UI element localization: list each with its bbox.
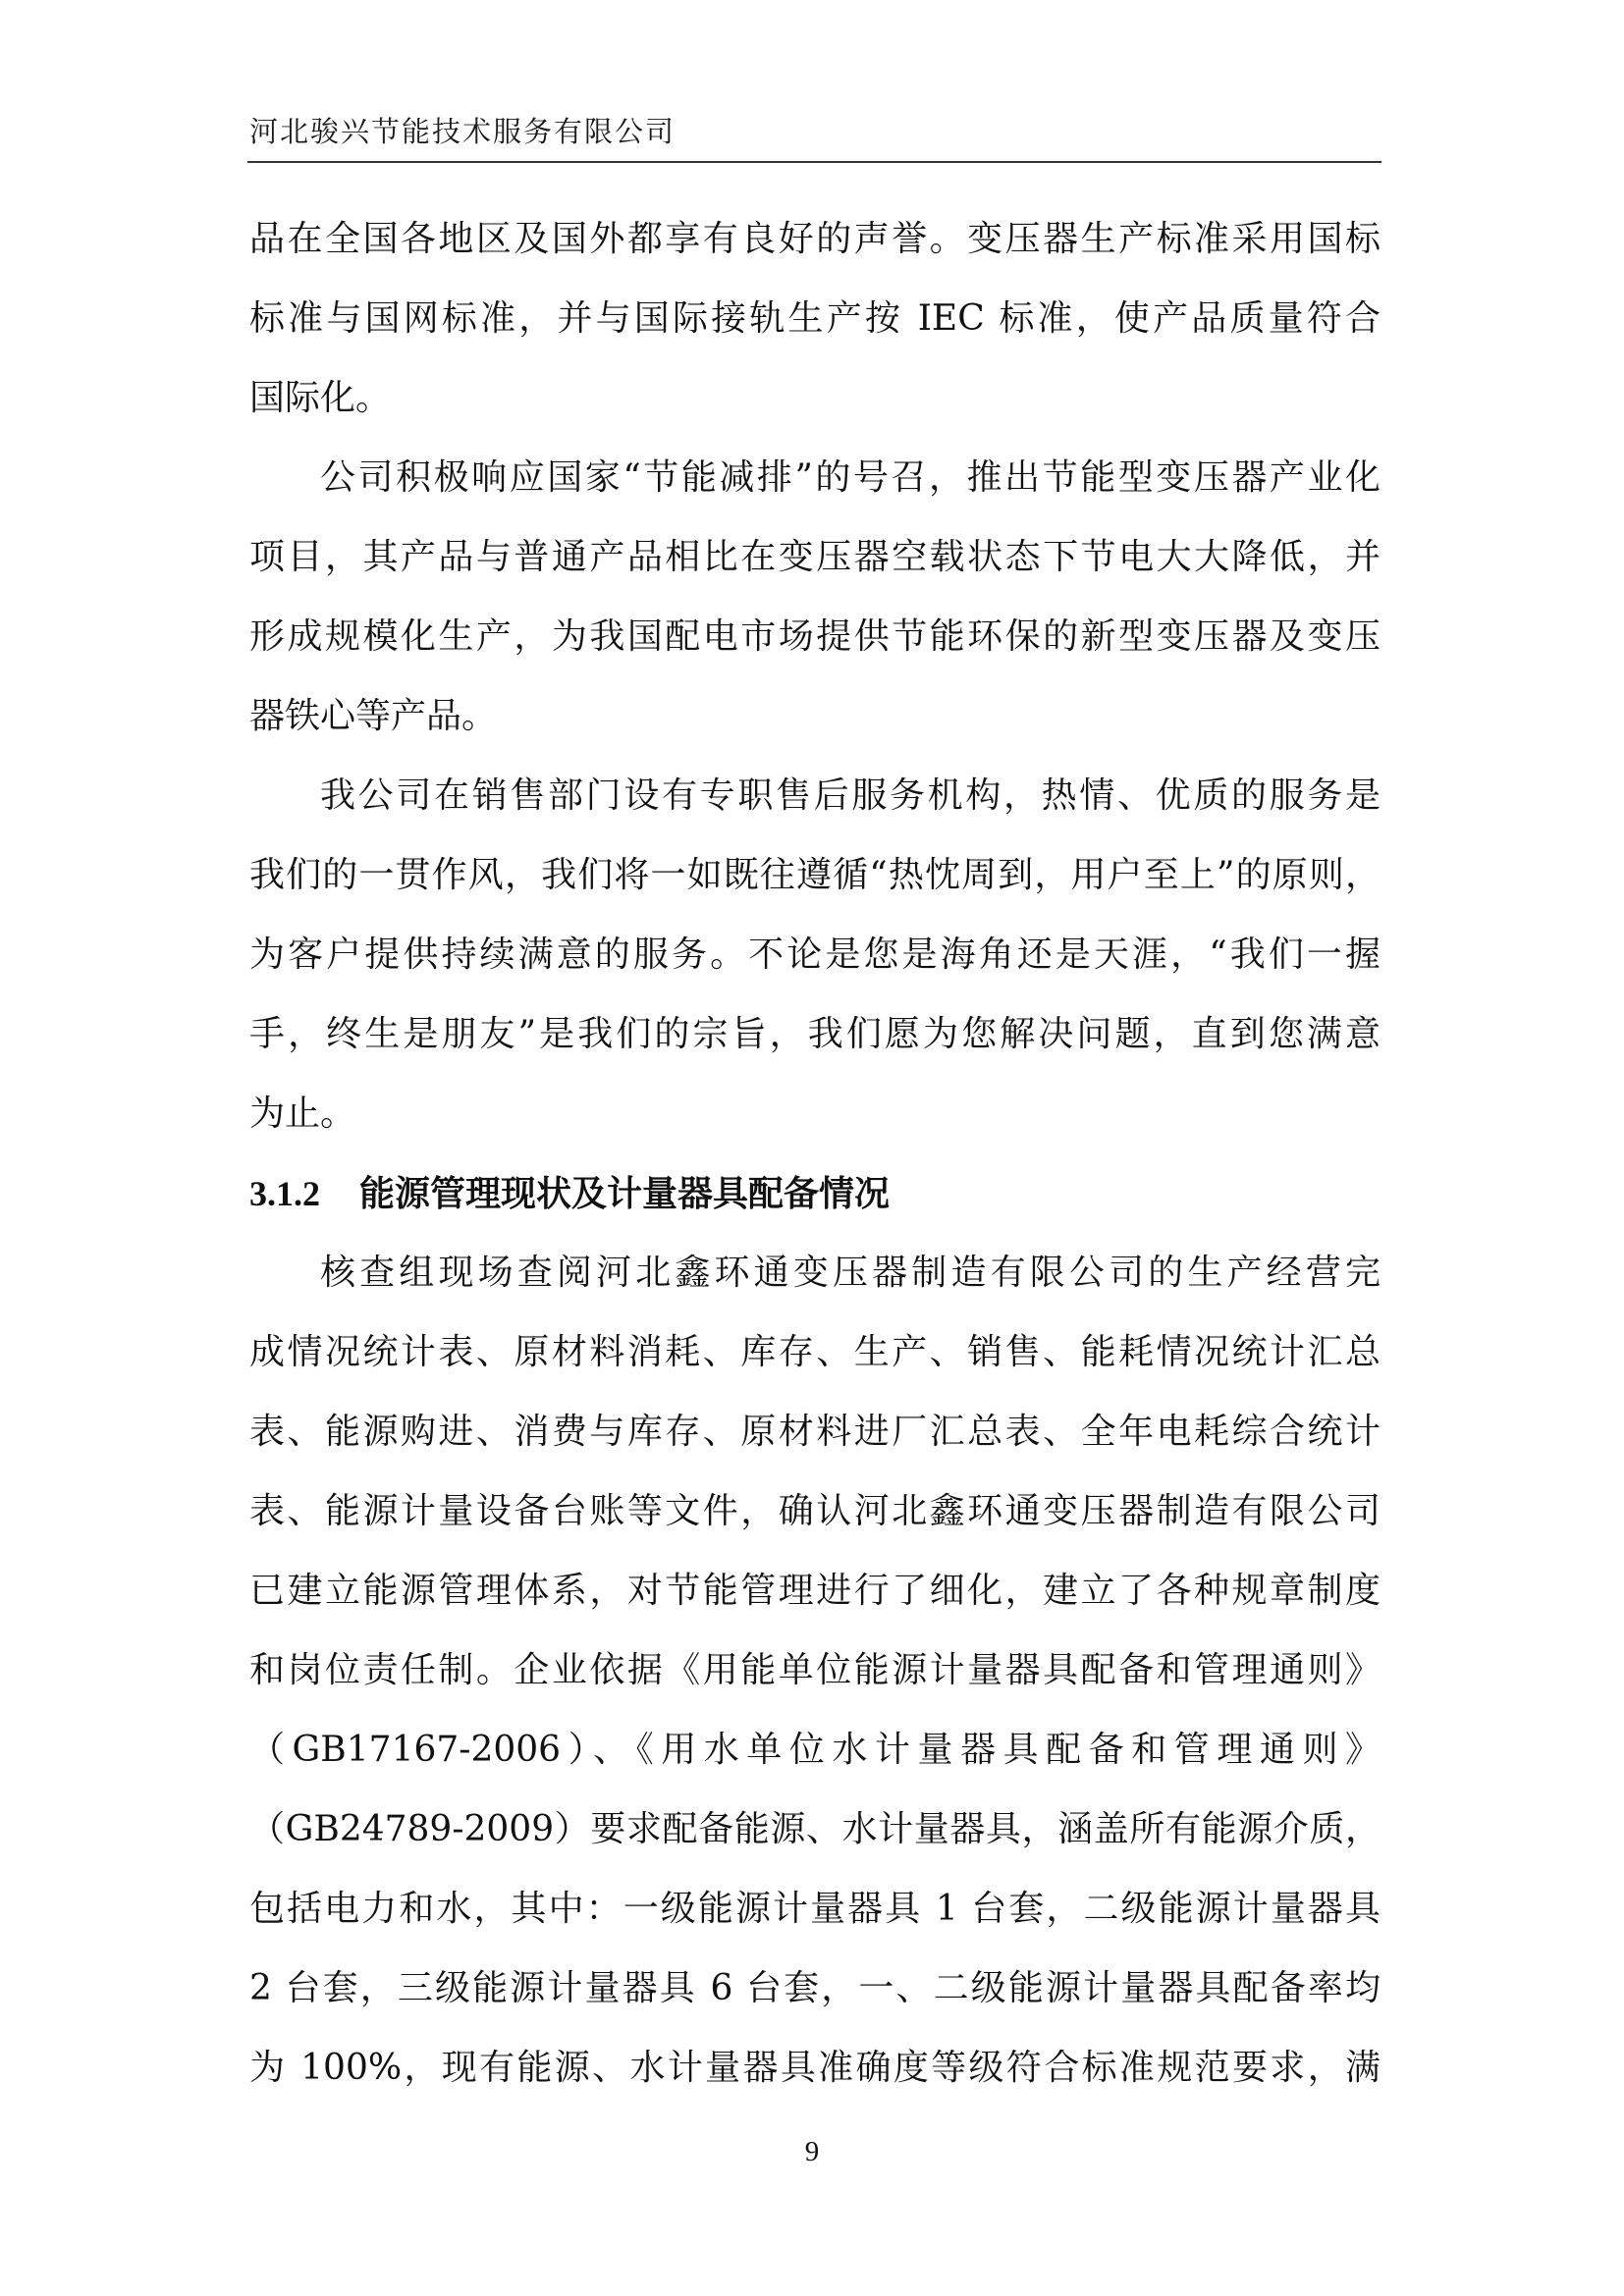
paragraph-line: 已建立能源管理体系，对节能管理进行了细化，建立了各种规章制度 xyxy=(249,1571,1380,1611)
paragraph-line: 项目，其产品与普通产品相比在变压器空载状态下节电大大降低，并 xyxy=(249,537,1380,577)
paragraph-line: 我们的一贯作风，我们将一如既往遵循“热忱周到，用户至上”的原则， xyxy=(249,855,1380,895)
paragraph-line: 公司积极响应国家“节能减排”的号召，推出节能型变压器产业化 xyxy=(320,457,1380,498)
paragraph-line: 手，终生是朋友”是我们的宗旨，我们愿为您解决问题，直到您满意 xyxy=(249,1014,1380,1054)
paragraph-line: 核查组现场查阅河北鑫环通变压器制造有限公司的生产经营完 xyxy=(320,1253,1380,1293)
paragraph-line: （GB24789-2009）要求配备能源、水计量器具，涵盖所有能源介质， xyxy=(249,1809,1380,1849)
paragraph-line: 我公司在销售部门设有专职售后服务机构，热情、优质的服务是 xyxy=(320,775,1380,816)
paragraph-line: 包括电力和水，其中：一级能源计量器具 1 台套，二级能源计量器具 xyxy=(249,1889,1380,1929)
paragraph-line: 2 台套，三级能源计量器具 6 台套，一、二级能源计量器具配备率均 xyxy=(249,1968,1380,2008)
paragraph-line: （GB17167-2006）、《用水单位水计量器具配备和管理通则》 xyxy=(249,1730,1380,1770)
section-title: 能源管理现状及计量器具配备情况 xyxy=(359,1174,891,1214)
paragraph-line: 品在全国各地区及国外都享有良好的声誉。变压器生产标准采用国标 xyxy=(249,219,1380,259)
paragraph-line: 国际化。 xyxy=(249,378,392,418)
paragraph-line: 和岗位责任制。企业依据《用能单位能源计量器具配备和管理通则》 xyxy=(249,1650,1380,1690)
section-heading xyxy=(249,1170,890,1218)
paragraph-line: 表、能源购进、消费与库存、原材料进厂汇总表、全年电耗综合统计 xyxy=(249,1412,1380,1452)
page-number: 9 xyxy=(804,2136,820,2167)
paragraph-line: 形成规模化生产，为我国配电市场提供节能环保的新型变压器及变压 xyxy=(249,616,1380,657)
header-divider xyxy=(247,161,1381,163)
paragraph-line: 为客户提供持续满意的服务。不论是您是海角还是天涯，“我们一握 xyxy=(249,934,1380,975)
paragraph-line: 器铁心等产品。 xyxy=(249,696,498,736)
paragraph-line: 标准与国网标准，并与国际接轨生产按 IEC 标准，使产品质量符合 xyxy=(249,298,1380,339)
header-company-name: 河北骏兴节能技术服务有限公司 xyxy=(249,115,677,148)
paragraph-line: 表、能源计量设备台账等文件，确认河北鑫环通变压器制造有限公司 xyxy=(249,1491,1380,1531)
paragraph-line: 成情况统计表、原材料消耗、库存、生产、销售、能耗情况统计汇总 xyxy=(249,1332,1380,1372)
paragraph-line: 为止。 xyxy=(249,1094,356,1134)
section-number: 3.1.2 xyxy=(249,1174,320,1213)
paragraph-line: 为 100%，现有能源、水计量器具准确度等级符合标准规范要求，满 xyxy=(249,2048,1380,2088)
